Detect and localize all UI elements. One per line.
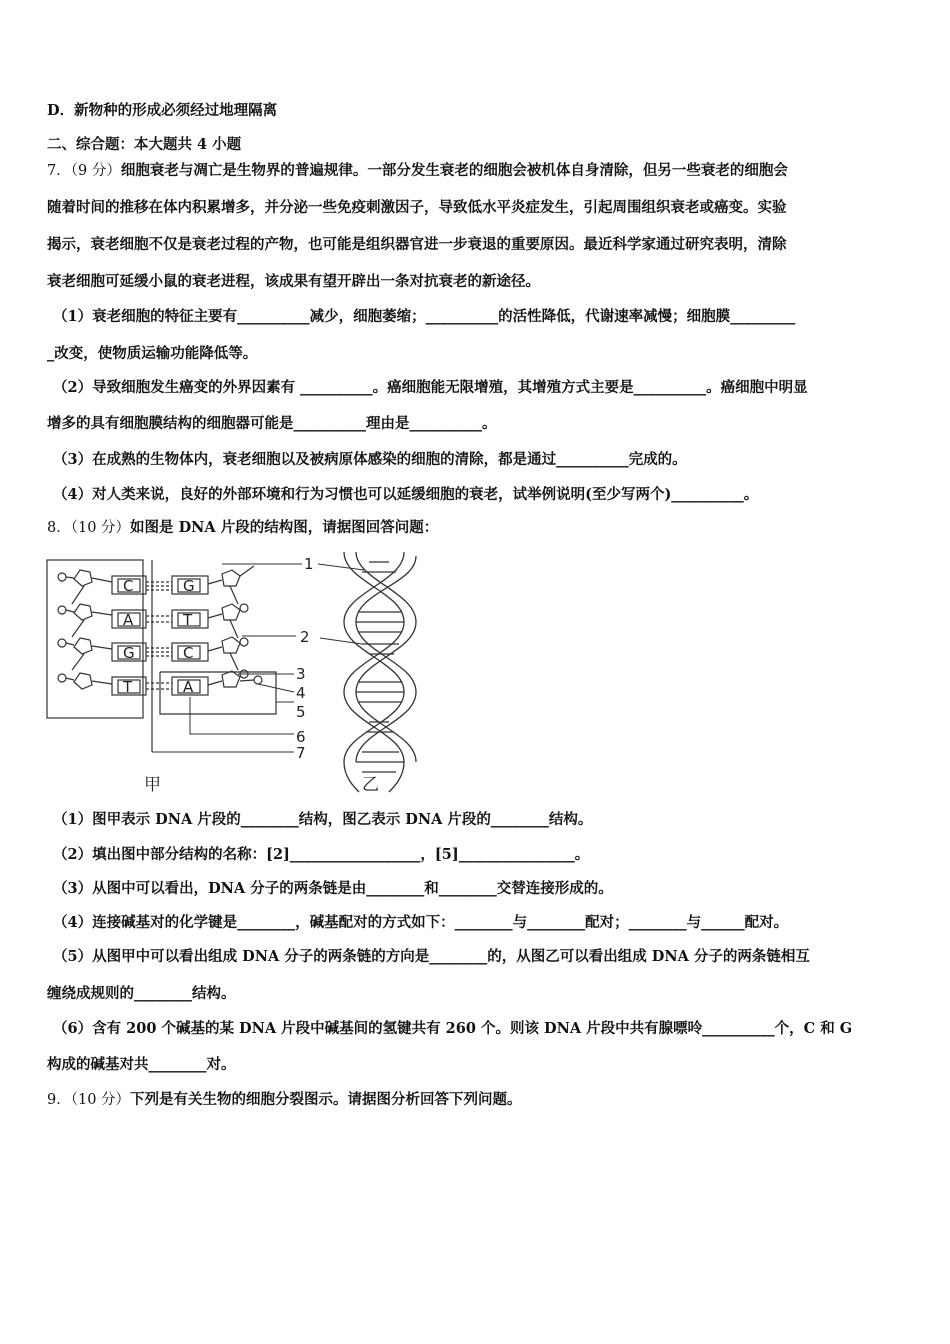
figure-label-3: 3 bbox=[296, 665, 306, 683]
q7-part2-line1: （2）导致细胞发生癌变的外界因素有 __________。癌细胞能无限增殖，其增殖方式主要是__________。癌细胞中明显 bbox=[53, 379, 808, 396]
q7-number: 7． bbox=[47, 163, 71, 179]
figure-caption-yi: 乙 bbox=[362, 775, 379, 795]
deoxyribose-icon bbox=[222, 671, 240, 687]
q7-intro-line2: 随着时间的推移在体内积累增多，并分泌一些免疫刺激因子，导致低水平炎症发生，引起周围组织衰老或癌变。实验 bbox=[47, 199, 787, 216]
deoxyribose-icon bbox=[74, 604, 92, 620]
deoxyribose-icon bbox=[222, 570, 240, 586]
left-backbone bbox=[58, 570, 112, 689]
phosphate-icon bbox=[58, 606, 66, 614]
deoxyribose-icon bbox=[222, 604, 240, 620]
q8-part4: （4）连接碱基对的化学键是________，碱基配对的方式如下：________与________配对；________与______配对。 bbox=[53, 914, 789, 931]
figure-label-5: 5 bbox=[296, 703, 306, 721]
right-base-2: T bbox=[183, 611, 193, 629]
left-base-3: G bbox=[123, 644, 135, 662]
q8-part6-line1: （6）含有 200 个碱基的某 DNA 片段中碱基间的氢键共有 260 个。则该 DNA 片段中共有腺嘌呤__________个，C 和 G bbox=[53, 1020, 853, 1037]
phosphate-icon bbox=[254, 676, 262, 684]
deoxyribose-icon bbox=[74, 570, 92, 586]
q8-part5-line1: （5）从图甲中可以看出组成 DNA 分子的两条链的方向是________的，从图乙可以看出组成 DNA 分子的两条链相互 bbox=[53, 948, 810, 965]
right-base-3: C bbox=[183, 644, 194, 662]
right-base-4: A bbox=[183, 678, 194, 696]
option-d: D．新物种的形成必须经过地理隔离 bbox=[47, 102, 278, 119]
q7-part3: （3）在成熟的生物体内，衰老细胞以及被病原体感染的细胞的清除，都是通过__________完成的。 bbox=[53, 451, 687, 468]
figure-label-2: 2 bbox=[300, 628, 310, 646]
figure-label-1: 1 bbox=[304, 555, 314, 573]
figure-label-6: 6 bbox=[296, 728, 306, 746]
phosphate-icon bbox=[240, 604, 248, 612]
q7-score: （9 分） bbox=[70, 163, 121, 179]
q7-part1-line2: _改变，使物质运输功能降低等。 bbox=[47, 345, 258, 362]
figure-label-4: 4 bbox=[296, 684, 306, 702]
figure-caption-jia: 甲 bbox=[144, 775, 161, 795]
q8-part1: （1）图甲表示 DNA 片段的________结构，图乙表示 DNA 片段的________结构。 bbox=[53, 811, 593, 828]
right-base-1: G bbox=[183, 577, 195, 595]
q8-part6-line2: 构成的碱基对共________对。 bbox=[47, 1056, 236, 1073]
q7-intro-line3: 揭示，衰老细胞不仅是衰老过程的产物，也可能是组织器官进一步衰退的重要原因。最近科学家通过研究表明，清除 bbox=[47, 236, 787, 253]
phosphate-icon bbox=[58, 573, 66, 581]
figure-label-7: 7 bbox=[296, 744, 306, 762]
q7-text-a: 细胞衰老与凋亡是生物界的普遍规律。一部分发生衰老的细胞会被机体自身清除，但另一些衰老的细胞会 bbox=[120, 162, 788, 179]
q8-part5-line2: 缠绕成规则的________结构。 bbox=[47, 985, 236, 1002]
q7-part4: （4）对人类来说，良好的外部环境和行为习惯也可以延缓细胞的衰老，试举例说明(至少写两个)__________。 bbox=[53, 486, 759, 503]
q8-part3: （3）从图中可以看出，DNA 分子的两条链是由________和________交替连接形成的。 bbox=[53, 880, 613, 897]
nucleotide-box bbox=[160, 672, 276, 714]
deoxyribose-icon bbox=[74, 638, 92, 654]
dna-structure-figure bbox=[44, 552, 424, 797]
q9-text-a: 下列是有关生物的细胞分裂图示。请据图分析回答下列问题。 bbox=[130, 1091, 522, 1108]
q7-intro-line4: 衰老细胞可延缓小鼠的衰老进程，该成果有望开辟出一条对抗衰老的新途径。 bbox=[47, 273, 540, 290]
phosphate-icon bbox=[58, 639, 66, 647]
q7-part1-line1: （1）衰老细胞的特征主要有__________减少，细胞萎缩；__________的活性降低，代谢速率减慢；细胞膜_________ bbox=[53, 308, 796, 325]
left-base-2: A bbox=[123, 611, 134, 629]
double-helix bbox=[344, 552, 416, 792]
q9-number: 9． bbox=[47, 1092, 71, 1108]
q8-intro bbox=[47, 518, 438, 538]
q8-part2: （2）填出图中部分结构的名称：[2]__________________，[5]________________。 bbox=[53, 846, 590, 863]
phosphate-icon bbox=[58, 674, 66, 682]
q8-text-a: 如图是 DNA 片段的结构图，请据图回答问题： bbox=[130, 519, 439, 536]
section-heading: 二、综合题：本大题共 4 小题 bbox=[47, 136, 242, 153]
q7-part2-line2: 增多的具有细胞膜结构的细胞器可能是__________理由是__________。 bbox=[47, 415, 497, 432]
q9-intro bbox=[47, 1090, 522, 1110]
q7-intro-line1 bbox=[47, 161, 788, 181]
q8-score: （10 分） bbox=[70, 520, 131, 536]
deoxyribose-icon bbox=[74, 673, 92, 689]
left-base-4: T bbox=[123, 678, 133, 696]
phosphate-icon bbox=[240, 638, 248, 646]
hydrogen-bonds bbox=[146, 582, 172, 689]
right-backbone bbox=[208, 566, 262, 687]
q9-score: （10 分） bbox=[70, 1092, 131, 1108]
deoxyribose-icon bbox=[222, 637, 240, 653]
q8-number: 8． bbox=[47, 520, 71, 536]
left-base-1: C bbox=[123, 577, 134, 595]
